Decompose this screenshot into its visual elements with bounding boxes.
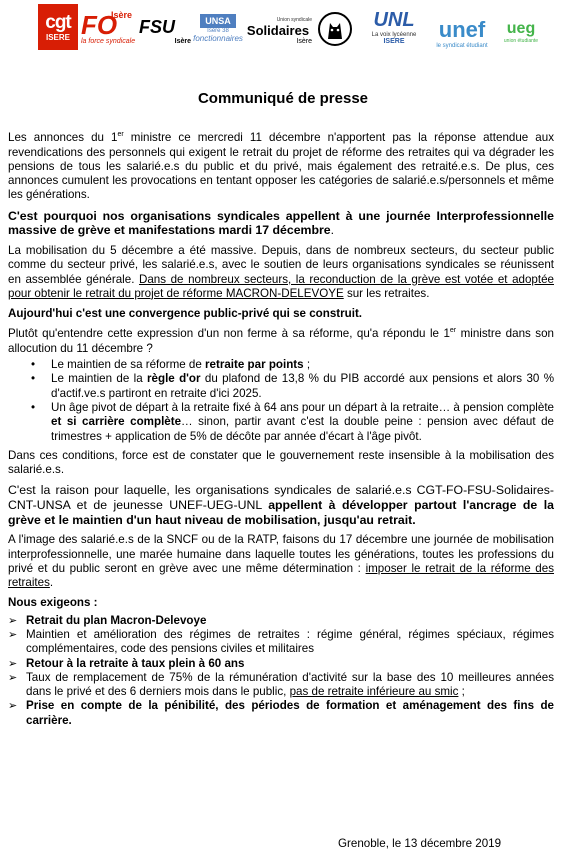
question-text-a: Plutôt qu'entendre cette expression d'un non ferme à sa réforme, qu'a répondu le 1 [8,327,450,341]
intro-paragraph [8,131,554,202]
ueg-logo-text: ueg [506,20,536,37]
solidaires-logo-tiny: Union syndicale [276,17,312,23]
unsa-logo [193,6,243,50]
list-item [8,358,554,372]
intro-text-b: ministre ce mercredi 11 décembre n'apportent pas la réponse attendue aux revendications des personnels qui exigent le retrait du projet de réforme des retraites qui va dégrader les pensions de tous les salarié.e.s du public et du privé, mais également des retraité.e.s. De plus, ces annonces cumulent les provocations en tentant opposer les catégories de salarié.e.s/personnels et même les générations. [8,131,554,202]
bullet-1-text-bold: règle d'or [147,372,201,386]
organisations-text-a: C'est la raison pour laquelle, les organisations syndicales de salarié.e.s CGT-FO-FSU-Solidaires-CNT-UNSA et de jeunesse UNEF-UEG-UNL [8,483,554,513]
logo-banner [0,0,567,62]
page-title: Communiqué de presse [197,90,369,107]
fo-logo-text: FO [81,9,118,40]
question-paragraph [8,327,554,356]
fsu-logo [139,12,191,50]
intro-text-a: Les annonces du 1 [8,131,118,145]
unl-logo [366,6,422,48]
unl-logo-sub2: ISERE [383,38,405,45]
bullet-1-text-c: du plafond de 13,8 % du PIB accordé aux pensions et alors 30 % d'actif.ve.s partiront en retraite d'ici 2025. [51,372,554,400]
list-item [8,372,554,401]
demand-4-bold: Prise en compte de la pénibilité, des périodes de formation et aménagement des fins de carrière. [26,699,554,727]
unef-logo-text: unef [438,17,486,42]
unsa-logo-sub: Isère 38 [207,27,229,34]
demand-2-bold: Retour à la retraite à taux plein à 60 ans [26,656,245,670]
conditions-paragraph: Dans ces conditions, force est de constater que le gouvernement reste insensible à la mobilisation des salarié.e.s. [8,448,554,477]
demand-3-underlined: pas de retraite inférieure au smic [289,685,459,699]
sncf-ratp-text-underlined: imposer le retrait de la réforme des retraites [8,561,555,590]
solidaires-logo [244,12,312,50]
list-item [8,401,554,444]
list-item [8,628,554,657]
fo-logo-sub: la force syndicale [81,37,136,45]
bullet-0-text-bold: retraite par points [205,358,304,372]
unef-logo [430,14,494,52]
unsa-logo-text: UNSA [200,14,236,28]
cgt-logo-text: cgt [45,11,71,33]
call-to-strike-end: . [330,223,335,238]
fo-logo [81,6,137,50]
list-item [8,699,554,728]
demands-heading: Nous exigeons : [8,596,98,610]
fsu-logo-sub: Isère [174,38,191,45]
signature: Grenoble, le 13 décembre 2019 [338,837,502,850]
bullet-0-text-c: ; [303,358,311,372]
bullet-2-text-a: Un âge pivot de départ à la retraite fixé à 64 ans pour un départ à la retraite… à pension complète [51,400,554,414]
mobilisation-text-b: sur les retraites. [343,286,430,300]
fsu-logo-text: FSU [139,17,175,37]
ueg-logo [500,14,542,50]
sncf-ratp-paragraph [8,533,554,590]
unl-logo-sub: La voix lycéenne [371,32,417,38]
question-text-b: ministre dans son allocution du 11 décembre ? [8,327,554,355]
sncf-ratp-text-b: . [49,576,54,590]
solidaires-logo-text: Solidaires [246,23,310,38]
call-to-strike-text: C'est pourquoi nos organisations syndicales appellent à une journée Interprofessionnelle massive de grève et manifestations mardi 17 décembre [8,208,554,238]
ueg-logo-sub: union étudiante [503,38,539,44]
call-to-strike-paragraph [8,209,554,238]
intro-sup: er [117,131,124,139]
solidaires-logo-sub: Isère [296,38,312,45]
cgt-logo-sub: ISERE [45,32,70,42]
bullet-0-text-a: Le maintien de sa réforme de [51,358,206,372]
bullet-1-text-a: Le maintien de la [51,372,148,386]
bullet-2-text-c: … sinon, partir avant c'est la double peine : pension avec défaut de trimestres + application de 5% de décôte par année d'écart à l'âge pivôt. [51,415,554,443]
fo-logo-isere: Isère [111,10,133,20]
demands-list [8,614,554,728]
unef-logo-sub: le syndicat étudiant [436,43,488,49]
demand-1-text: Maintien et amélioration des régimes de retraites : régime général, régimes spéciaux, régimes complémentaires, code des pensions civiles et militaires [26,627,554,656]
list-item [8,614,554,628]
demand-0-bold: Retrait du plan Macron-Delevoye [26,613,207,627]
mobilisation-text-underlined: Dans de nombreux secteurs, la reconduction de la grève est votée et adoptée pour obtenir le retrait du projet de réforme MACRON-DELEVOYE [8,272,554,300]
bullet-2-text-bold: et si carrière complète [51,415,182,429]
organisations-paragraph [8,483,554,527]
demand-3-end: ; [458,685,465,699]
unsa-logo-sub2: fonctionnaires [193,33,243,43]
cgt-logo [38,4,78,50]
demand-3-text: Taux de remplacement de 75% de la rémunération d'activité sur la base des 10 meilleures années dans le privé et des 6 derniers mois dans le public, [26,670,554,699]
mobilisation-text-a: La mobilisation du 5 décembre a été massive. Depuis, dans de nombreux secteurs, du secteur public comme du secteur privé, les salarié.e.s, avec le soutien de leurs organisations syndicales se réunissent en assemblée générale. [8,243,554,286]
press-release-body [8,92,554,728]
mobilisation-paragraph [8,244,554,301]
list-item [8,657,554,671]
organisations-text-bold: appellent à développer partout l'ancrage de la grève et le maintien d'un haut niveau de mobilisation, jusqu'au retrait. [8,498,554,527]
list-item [8,671,554,700]
answers-list [8,358,554,444]
question-sup: er [449,327,457,335]
unl-logo-text: UNL [373,9,415,31]
sncf-ratp-text-a: A l'image des salarié.e.s de la SNCF ou de la RATP, faisons du 17 décembre une journée de mobilisation interprofessionnelle, une marée humaine dans laquelle toutes les générations, toutes les professions du privé et du public seront en grève avec une même détermination : [8,533,554,575]
convergence-heading: Aujourd'hui c'est une convergence public-privé qui se construit. [8,307,363,321]
cnt-cat-logo-icon [318,8,352,50]
